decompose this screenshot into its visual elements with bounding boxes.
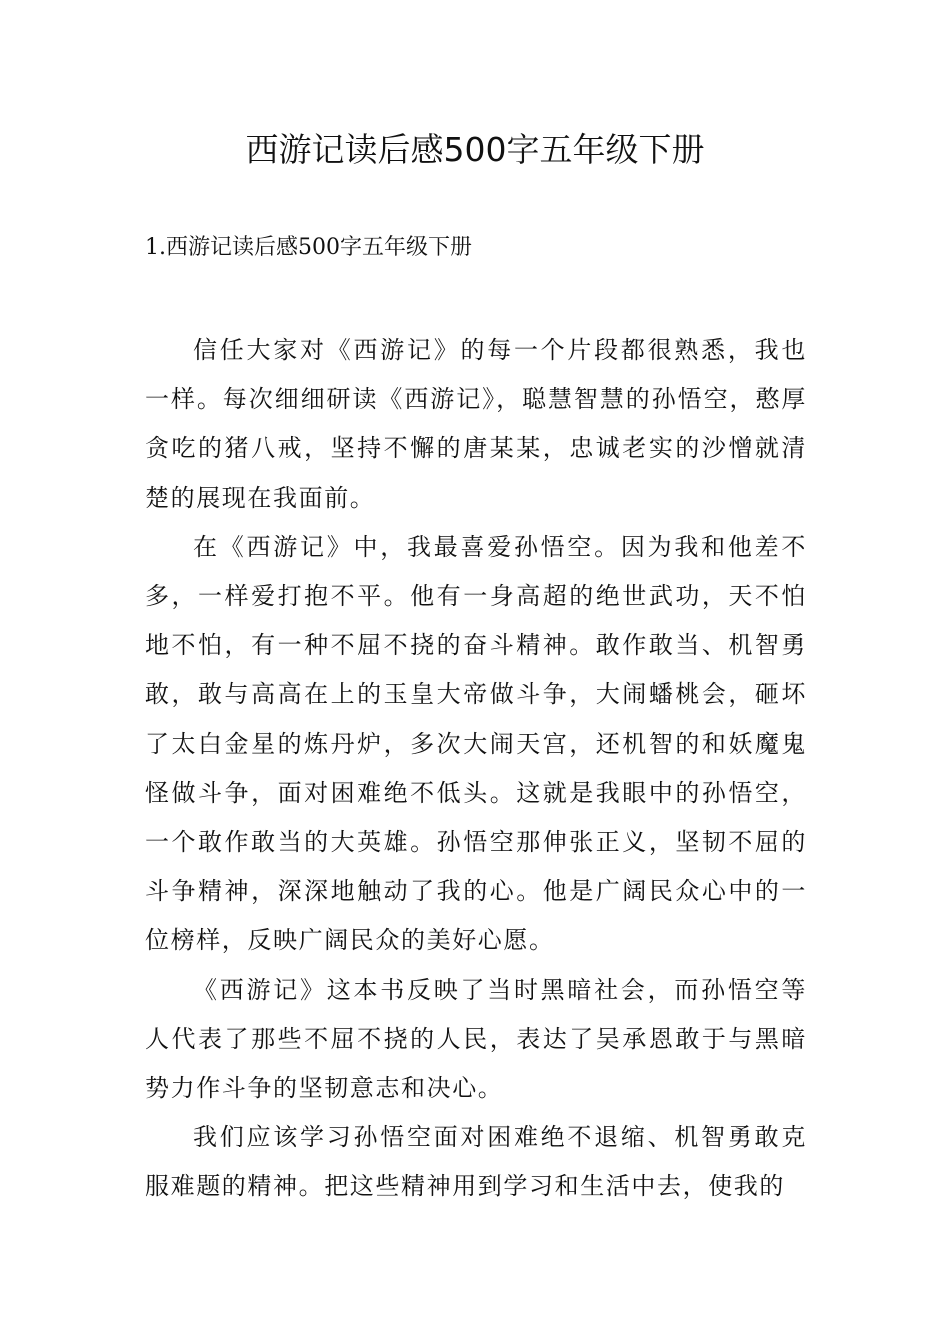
section-heading: 1.西游记读后感500字五年级下册 [145,235,472,260]
paragraph-3: 《西游记》这本书反映了当时黑暗社会，而孙悟空等人代表了那些不屈不挠的人民，表达了吴承恩敢于与黑暗势力作斗争的坚韧意志和决心。 [145,975,807,1103]
paragraph-1: 信任大家对《西游记》的每一个片段都很熟悉，我也一样。每次细细研读《西游记》，聪慧智慧的孙悟空，憨厚贪吃的猪八戒，坚持不懈的唐某某，忠诚老实的沙憎就清楚的展现在我面前。 [145,336,807,512]
paragraph-2: 在《西游记》中，我最喜爱孙悟空。因为我和他差不多，一样爱打抱不平。他有一身高超的绝世武功，天不怕地不怕，有一种不屈不挠的奋斗精神。敢作敢当、机智勇敢，敢与高高在上的玉皇大帝做斗争，大闹蟠桃会，砸坏了太白金星的炼丹炉，多次大闹天宫，还机智的和妖魔鬼怪做斗争，面对困难绝不低头。这就是我眼中的孙悟空，一个敢作敢当的大英雄。孙悟空那伸张正义，坚韧不屈的斗争精神，深深地触动了我的心。他是广阔民众心中的一位榜样，反映广阔民众的美好心愿。 [145,532,807,955]
paragraph-4: 我们应该学习孙悟空面对困难绝不退缩、机智勇敢克服难题的精神。把这些精神用到学习和生活中去，使我的 [145,1123,807,1201]
document-title: 西游记读后感500字五年级下册 [245,130,705,169]
body-text [145,326,807,1212]
